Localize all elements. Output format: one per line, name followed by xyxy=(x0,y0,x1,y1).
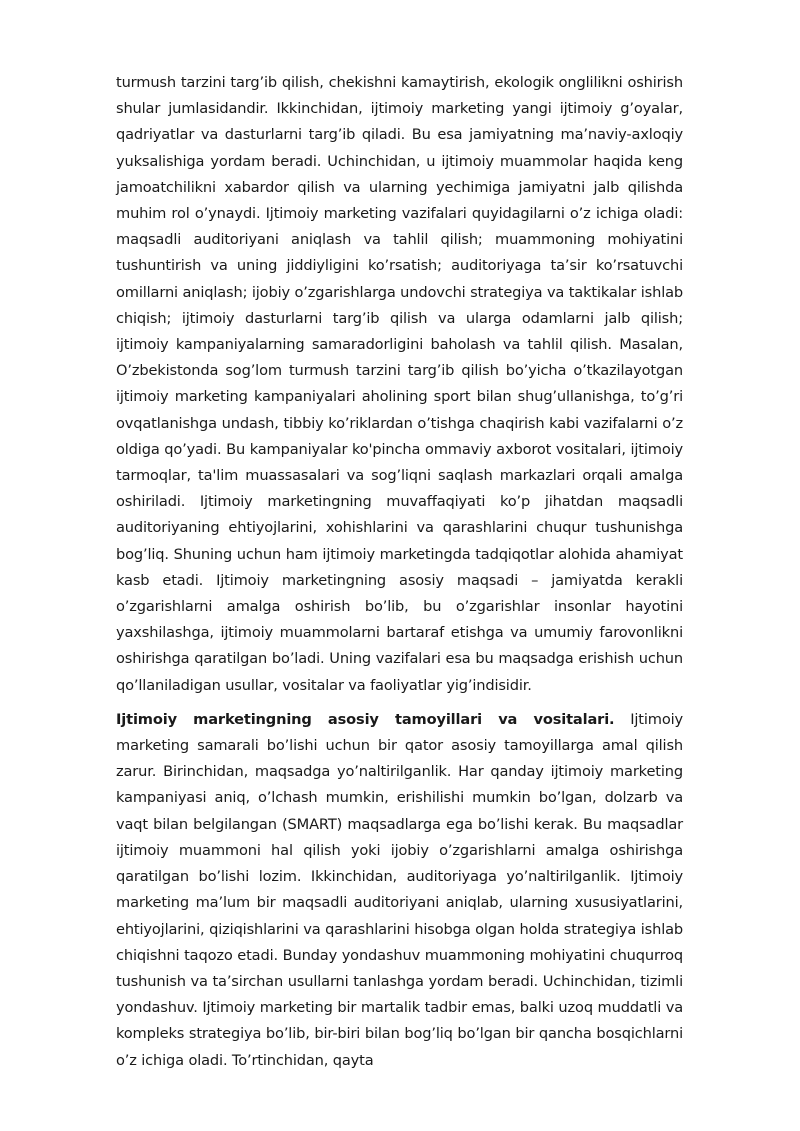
paragraph-text: turmush tarzini targ’ib qilish, chekishni kamaytirish, ekologik onglilikni oshirish shular jumlasidandir. Ikkinchidan, ijtimoiy marketing yangi ijtimoiy g’oyalar, qadriyatlar va dasturlarni targ’ib qiladi. Bu esa jamiyatning ma’naviy-axloqiy yuksalishiga yordam beradi. Uchinchidan, u ijtimoiy muammolar haqida keng jamoatchilikni xabardor qilish va ularning yechimiga jamiyatni jalb qilishda muhim rol o’ynaydi. Ijtimoiy marketing vazifalari quyidagilarni o’z ichiga oladi: maqsadli auditoriyani aniqlash va tahlil qilish; muammoning mohiyatini tushuntirish va uning jiddiyligini ko’rsatish; auditoriyaga ta’sir ko’rsatuvchi omillarni aniqlash; ijobiy o’zgarishlarga undovchi strategiya va taktikalar ishlab chiqish; ijtimoiy dasturlarni targ’ib qilish va ularga odamlarni jalb qilish; ijtimoiy kampaniyalarning samaradorligini baholash va tahlil qilish. Masalan, O’zbekistonda sog’lom turmush tarzini targ’ib qilish bo’yicha o’tkazilayotgan ijtimoiy marketing kampaniyalari aholining sport bilan shug’ullanishga, to’g’ri ovqatlanishga undash, tibbiy ko’riklardan o’tishga chaqirish kabi vazifalarni o’z oldiga qo’yadi. Bu kampaniyalar ko'pincha ommaviy axborot vositalari, ijtimoiy tarmoqlar, ta'lim muassasalari va sog’liqni saqlash markazlari orqali amalga oshiriladi. Ijtimoiy marketingning muvaffaqiyati ko’p jihatdan maqsadli auditoriyaning ehtiyojlarini, xohishlarini va qarashlarini chuqur tushunishga bog’liq. Shuning uchun ham ijtimoiy marketingda tadqiqotlar alohida ahamiyat kasb etadi. Ijtimoiy marketingning asosiy maqsadi – jamiyatda kerakli o’zgarishlarni amalga oshirish bo’lib, bu o’zgarishlar insonlar hayotini yaxshilashga, ijtimoiy muammolarni bartaraf etishga va umumiy farovonlikni oshirishga qaratilgan bo’ladi. Uning vazifalari esa bu maqsadga erishish uchun qo’llaniladigan usullar, vositalar va faoliyatlar yig’indisidir. xyxy=(116,74,683,694)
body-paragraph xyxy=(116,70,683,699)
body-paragraph xyxy=(116,707,683,1074)
document-page xyxy=(116,70,683,1074)
paragraph-text: Ijtimoiy marketing samarali bo’lishi uchun bir qator asosiy tamoyillarga amal qilish zarur. Birinchidan, maqsadga yo’naltirilganlik. Har qanday ijtimoiy marketing kampaniyasi aniq, o’lchash mumkin, erishilishi mumkin bo’lgan, dolzarb va vaqt bilan belgilangan (SMART) maqsadlarga ega bo’lishi kerak. Bu maqsadlar ijtimoiy muammoni hal qilish yoki ijobiy o’zgarishlarni amalga oshirishga qaratilgan bo’lishi lozim. Ikkinchidan, auditoriyaga yo’naltirilganlik. Ijtimoiy marketing ma’lum bir maqsadli auditoriyani aniqlab, ularning xususiyatlarini, ehtiyojlarini, qiziqishlarini va qarashlarini hisobga olgan holda strategiya ishlab chiqishni taqozo etadi. Bunday yondashuv muammoning mohiyatini chuqurroq tushunish va ta’sirchan usullarni tanlashga yordam beradi. Uchinchidan, tizimli yondashuv. Ijtimoiy marketing bir martalik tadbir emas, balki uzoq muddatli va kompleks strategiya bo’lib, bir-biri bilan bog’liq bo’lgan bir qancha bosqichlarni o’z ichiga oladi. To’rtinchidan, qayta xyxy=(116,710,684,1069)
section-heading: Ijtimoiy marketingning asosiy tamoyillari va vositalari. xyxy=(116,710,615,728)
